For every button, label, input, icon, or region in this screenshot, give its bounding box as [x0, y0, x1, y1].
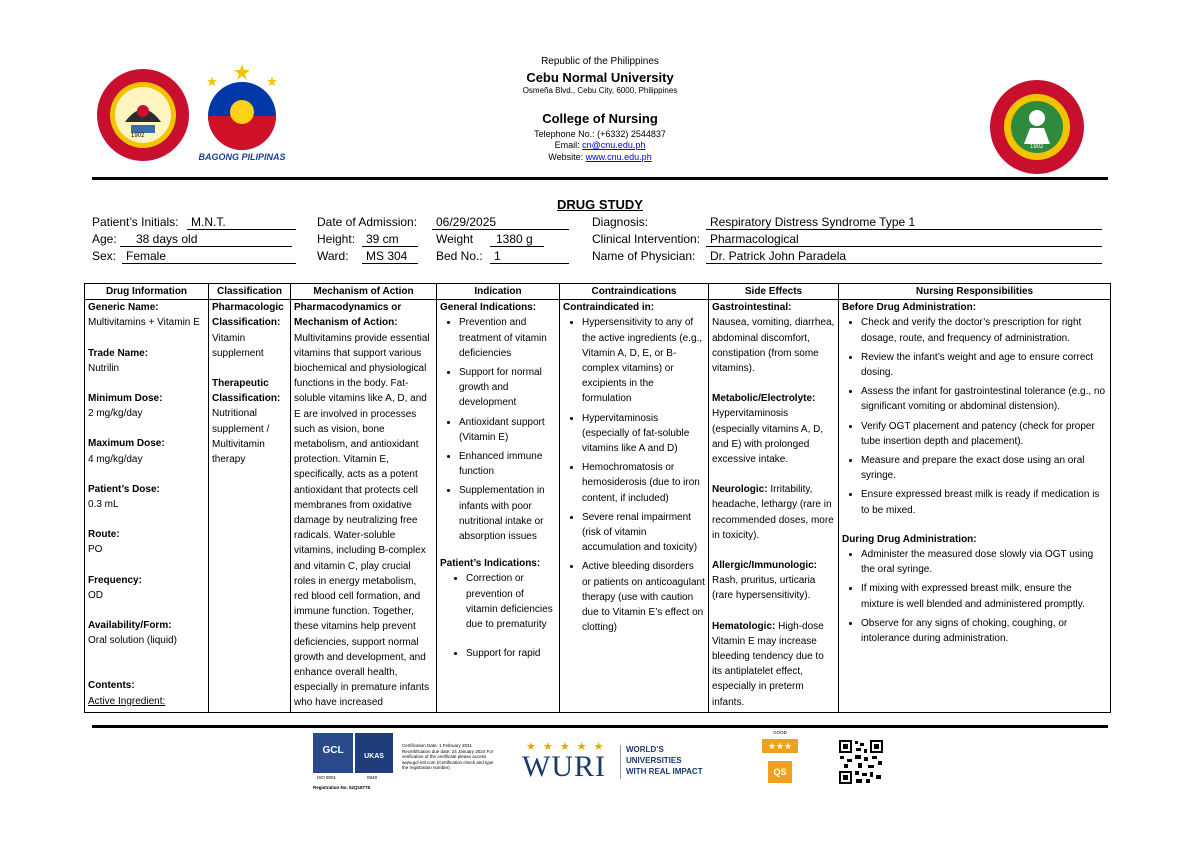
sex-label: Sex: [92, 249, 117, 263]
qr-code-icon[interactable] [838, 739, 884, 785]
list-item: • Severe renal impairment (risk of vitamin accumulation and toxicity) [582, 510, 705, 556]
indication-cell [437, 300, 560, 713]
maximum-dose-value: 4 mg/kg/day [88, 453, 143, 465]
list-item: • Ensure expressed breast milk is ready if medication is to be mixed. [861, 487, 1107, 517]
cnu-seal-logo [95, 67, 191, 163]
list-item: • Support for rapid [466, 646, 556, 661]
drug-information-cell [85, 300, 209, 713]
list-item: • Administer the measured dose slowly via OGT using the oral syringe. [861, 547, 1107, 577]
neurologic-text: Irritability, headache, lethargy (rare in recommended doses, more in toxicity). [712, 484, 834, 541]
maximum-dose-label: Maximum Dose: [88, 438, 165, 450]
contraindications-cell [560, 300, 709, 713]
ward-label: Ward: [317, 249, 349, 263]
therapeutic-classification-value: Nutritional supplement / Multivitamin therapy [212, 408, 270, 466]
trade-name-label: Trade Name: [88, 347, 149, 359]
table-header-row [85, 284, 1111, 300]
wuri-text-line3: WITH REAL IMPACT [626, 767, 703, 776]
gcl-logo: GCL [313, 733, 353, 773]
admission-label: Date of Admission: [317, 215, 418, 229]
list-item: • Measure and prepare the exact dose using an oral syringe. [861, 453, 1107, 483]
contraindicated-label: Contraindicated in: [563, 302, 655, 314]
header-mechanism: Mechanism of Action [291, 284, 437, 300]
minimum-dose-label: Minimum Dose: [88, 393, 163, 405]
patient-indications-label: Patient’s Indications: [440, 558, 541, 570]
wuri-stars-icon: ★ ★ ★ ★ ★ [526, 741, 606, 753]
age-label: Age: [92, 232, 117, 246]
bed-value: 1 [490, 249, 569, 264]
mechanism-label: Pharmacodynamics or Mechanism of Action: [294, 302, 402, 329]
seal-year: 1902 [131, 133, 145, 139]
during-administration-label: During Drug Administration: [842, 533, 977, 545]
neurologic-label: Neurologic: [712, 484, 768, 496]
gcl-certification-badge [313, 733, 393, 793]
university-name: Cebu Normal University [526, 69, 674, 85]
wuri-logo-text: WURI [522, 750, 606, 783]
ukas-number: 0948 [367, 775, 378, 780]
wuri-badge [522, 740, 722, 784]
list-item: • Supplementation in infants with poor nutritional intake or absorption issues [459, 483, 556, 544]
iso-text: ISO 9001 [317, 775, 337, 780]
bagong-pilipinas-text: BAGONG PILIPINAS [198, 152, 286, 162]
website-label: Website: [548, 151, 586, 162]
route-value: PO [88, 544, 103, 556]
diagnosis-label: Diagnosis: [592, 215, 649, 229]
email-label: Email: [554, 140, 583, 151]
intervention-label: Clinical Intervention: [592, 232, 701, 246]
pharmacologic-classification-label: Pharmacologic Classification: [212, 302, 284, 329]
list-item: • Correction or prevention of vitamin deficiencies due to prematurity [466, 571, 556, 632]
physician-label: Name of Physician: [592, 249, 696, 263]
weight-value: 1380 g [490, 232, 544, 247]
wuri-text-line1: WORLD’S [626, 745, 664, 754]
qs-stars-badge [760, 730, 800, 790]
document-title: DRUG STUDY [557, 197, 643, 212]
list-item: • Review the infant’s weight and age to ensure correct dosing. [861, 350, 1107, 380]
header-indication: Indication [437, 284, 560, 300]
list-item: • Hypervitaminosis (especially of fat-soluble vitamins like A and D) [582, 411, 705, 457]
mechanism-cell [291, 300, 437, 713]
university-address: Osmeña Blvd., Cebu City, 6000, Philippines [522, 85, 678, 95]
generic-name-value: Multivitamins + Vitamin E [88, 317, 200, 329]
initials-label: Patient’s Initials: [92, 215, 179, 229]
nursing-seal-year: 1902 [1030, 144, 1044, 150]
list-item: • Assess the infant for gastrointestinal tolerance (e.g., no significant vomiting or abdominal distension). [861, 384, 1107, 414]
side-effects-cell [709, 300, 839, 713]
college-name: College of Nursing [542, 110, 658, 126]
bed-label: Bed No.: [436, 249, 483, 263]
sex-value: Female [122, 249, 296, 264]
list-item: • Antioxidant support (Vitamin E) [459, 415, 556, 445]
metabolic-text: Hypervitaminosis (especially vitamins A, D, and E) with prolonged excessive intake. [712, 408, 824, 466]
qs-stars-icon: ★★★ [762, 739, 798, 753]
website-link[interactable]: www.cnu.edu.ph [585, 151, 652, 162]
header-side-effects: Side Effects [709, 284, 839, 300]
header-divider [92, 177, 1108, 180]
ward-value: MS 304 [362, 249, 418, 264]
bagong-pilipinas-logo [190, 62, 294, 166]
gi-label: Gastrointestinal: [712, 302, 792, 314]
nursing-responsibilities-cell [839, 300, 1111, 713]
diagnosis-value: Respiratory Distress Syndrome Type 1 [706, 215, 1102, 230]
drug-study-table [84, 283, 1111, 713]
list-item: • Hypersensitivity to any of the active ingredients (e.g., Vitamin A, D, E, or B-complex vitamins) or excipients in the formulation [582, 315, 705, 406]
pharmacologic-classification-value: Vitamin supplement [212, 332, 264, 359]
email-link[interactable]: cn@cnu.edu.ph [582, 140, 646, 151]
list-item: • If mixing with expressed breast milk, ensure the mixture is well blended and administered promptly. [861, 581, 1107, 611]
initials-value: M.N.T. [187, 215, 296, 230]
contents-label: Contents: [88, 680, 135, 692]
registration-number: Registration No. 52Q18778 [313, 785, 371, 790]
physician-value: Dr. Patrick John Paradela [706, 249, 1102, 264]
list-item: • Hemochromatosis or hemosiderosis (due to iron content, if included) [582, 460, 705, 506]
qs-good-label: GOOD [773, 730, 787, 735]
table-row [85, 300, 1111, 713]
availability-value: Oral solution (liquid) [88, 635, 177, 647]
hematologic-text: High-dose Vitamin E may increase bleeding tendency due to its antiplatelet effect, especially in preterm infants. [712, 620, 824, 708]
college-of-nursing-seal-logo [988, 78, 1086, 176]
general-indications-label: General Indications: [440, 302, 537, 314]
list-item: • Prevention and treatment of vitamin deficiencies [459, 315, 556, 361]
header-drug-information: Drug Information [85, 284, 209, 300]
generic-name-label: Generic Name: [88, 302, 159, 314]
intervention-value: Pharmacological [706, 232, 1102, 247]
allergic-label: Allergic/Immunologic: [712, 560, 818, 572]
list-item: • Verify OGT placement and patency (check for proper tube insertion depth and placement). [861, 419, 1107, 449]
patient-dose-label: Patient’s Dose: [88, 483, 160, 495]
gi-text: Nausea, vomiting, diarrhea, abdominal discomfort, constipation (from some vitamins). [712, 317, 835, 375]
list-item: • Active bleeding disorders or patients on anticoagulant therapy (use with caution due to Vitamin E’s effect on clotting) [582, 559, 705, 635]
list-item: • Observe for any signs of choking, coughing, or intolerance during administration. [861, 616, 1107, 646]
ukas-logo: UKAS [355, 733, 393, 773]
certification-text: Certification Date: 1 February 2021 Recertification due date: 24 January 2024 For verification of the certificate please access www.gcl-intl.com (Certification check and type the registration number) [402, 743, 494, 770]
before-administration-label: Before Drug Administration: [842, 302, 977, 314]
footer-divider [92, 725, 1108, 728]
wuri-text-line2: UNIVERSITIES [626, 756, 682, 765]
frequency-value: OD [88, 589, 103, 601]
list-item: • Check and verify the doctor’s prescription for right dosage, route, and frequency of administration. [861, 315, 1107, 345]
therapeutic-classification-label: Therapeutic Classification: [212, 378, 281, 405]
header-contraindications: Contraindications [560, 284, 709, 300]
classification-cell [209, 300, 291, 713]
republic-text: Republic of the Philippines [541, 56, 659, 67]
route-label: Route: [88, 529, 120, 541]
age-value: 38 days old [120, 232, 292, 247]
qs-logo: QS [768, 761, 792, 783]
website-line [440, 152, 760, 163]
frequency-label: Frequency: [88, 574, 142, 586]
height-label: Height: [317, 232, 356, 246]
email-line [440, 140, 760, 151]
height-value: 39 cm [362, 232, 418, 247]
header-classification: Classification [209, 284, 291, 300]
patient-dose-value: 0.3 mL [88, 499, 119, 511]
hematologic-label: Hematologic: [712, 620, 776, 632]
mechanism-text: Multivitamins provide essential vitamins that support various biochemical and physiological functions in the body. Fat-soluble vitamins like A, D, and E are involved in processes such as vision, bone metabolism, and antioxidant protection. Vitamin E, specifically, acts as a potent antioxidant that protects cell membranes from oxidative damage by neutralizing free radicals. Water-soluble vitamins, including B-complex and vitamin C, play crucial roles in energy metabolism, red blood cell formation, and immune function. Together, these vitamins help prevent deficiencies, support normal growth and development, and enhance overall health, especially in premature infants who have increased [294, 332, 430, 709]
list-item: • Enhanced immune function [459, 449, 556, 479]
trade-name-value: Nutrilin [88, 362, 120, 374]
allergic-text: Rash, pruritus, urticaria (rare hypersensitivity). [712, 575, 816, 602]
weight-label: Weight [436, 232, 474, 246]
header-nursing-responsibilities: Nursing Responsibilities [839, 284, 1111, 300]
telephone-text: Telephone No.: (+6332) 2544837 [534, 129, 666, 139]
list-item: • Support for normal growth and development [459, 365, 556, 411]
active-ingredient-label: Active Ingredient: [88, 695, 166, 707]
admission-value: 06/29/2025 [432, 215, 569, 230]
metabolic-label: Metabolic/Electrolyte: [712, 393, 816, 405]
availability-label: Availability/Form: [88, 620, 172, 632]
minimum-dose-value: 2 mg/kg/day [88, 408, 143, 420]
